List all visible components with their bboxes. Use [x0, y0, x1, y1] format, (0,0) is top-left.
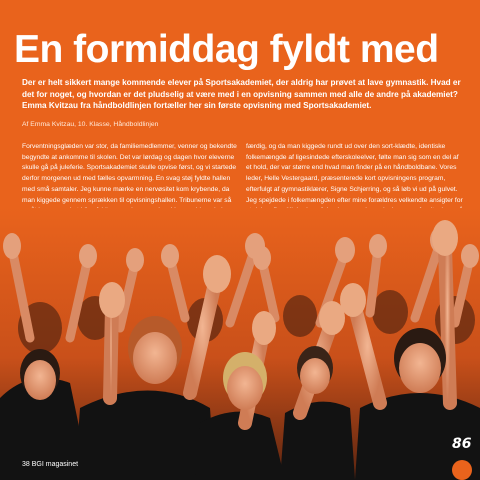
article-byline: Af Emma Kvitzau, 10. Klasse, Håndboldlinjen	[22, 121, 159, 128]
page-title: En formiddag fyldt med	[14, 28, 439, 71]
article-column-left: Forventningsglæden var stor, da familiemedlemmer, venner og bekendte begyndte at ankomme til skolen. Det var lørdag og dagen hvor eleverne skulle gå på juleferie. Sportsakademiet skulle opvise først, og vi startede derfor morgenen ud med fælles opvarmning. En svag støj fyldte hallen med små samtaler. Jeg kunne mærke en nervøsitet kom krybende, da man kiggede gennem sprækken til opvisningshallen. Tribunerne var så	[22, 143, 237, 204]
article-column-right: færdig, og da man kiggede rundt ud over den sort-klædte, identiske folkemængde af ligesindede efterskoleelver, følte man sig som en del af et hold, der var større end hvad man finder på en håndboldbane. Vores leder, Helle Vestergaard, præsenterede kort opvisningens program, efterfulgt af gymnastiklærer, Signe Schjerring, og så løb vi ud på gulvet. Jeg spejdede i folkemængden efter mine forældres velkendte ansigter for	[246, 143, 463, 204]
shirt-number: 86	[452, 436, 472, 452]
page-footer: 38 BGI magasinet	[22, 461, 79, 468]
photo-students-raising-hands	[0, 208, 480, 480]
article-lead: Der er helt sikkert mange kommende elever på Sportsakademiet, der aldrig har prøvet at lave gymnastik. Hvad er det for noget, og hvordan er det pludselig at være med i en opvisning sammen med alle de andre på akademiet? Emma Kvitzau fra håndboldlinjen fortæller her sin første opvisning med Sportsakademiet.	[22, 78, 461, 111]
